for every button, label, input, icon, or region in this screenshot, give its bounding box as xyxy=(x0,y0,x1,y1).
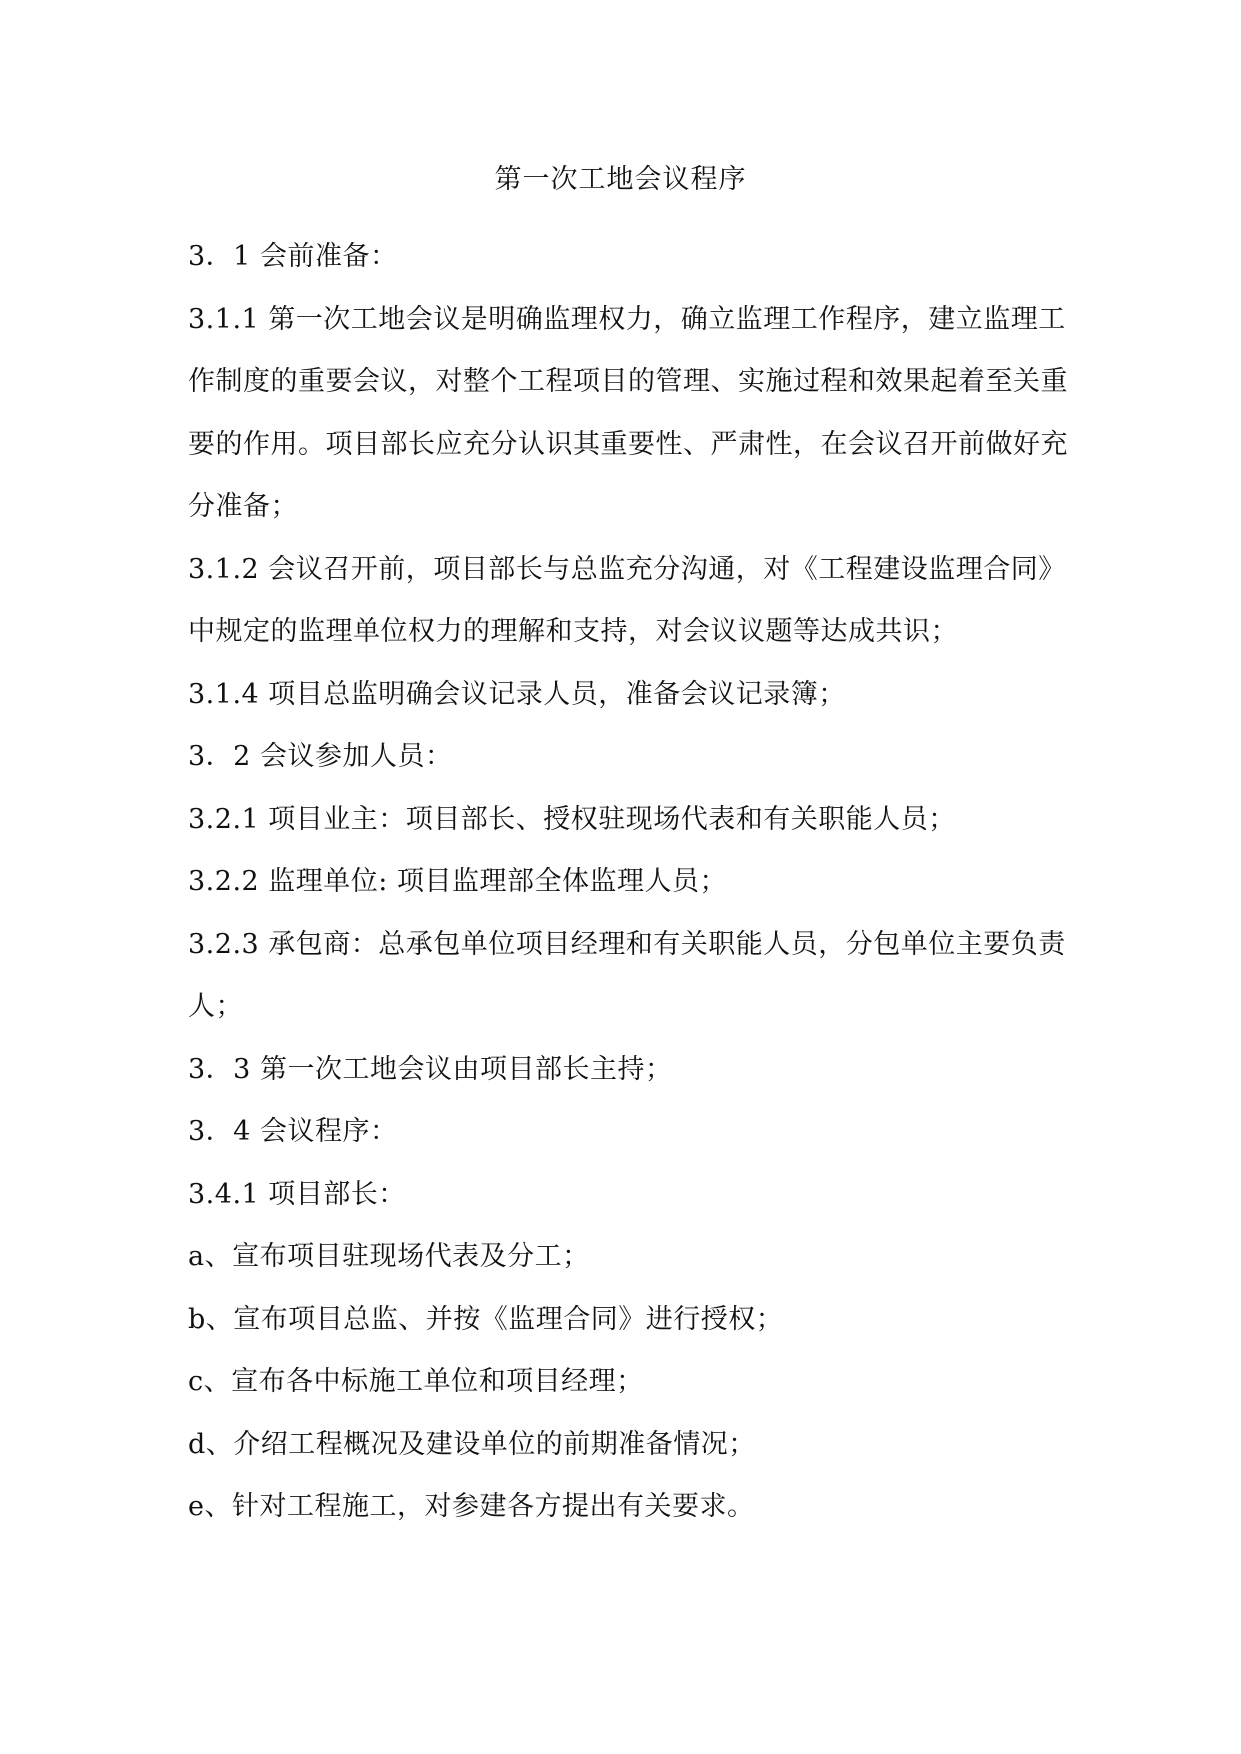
paragraph-3-4-1: 3.4.1 项目部长： xyxy=(188,1178,406,1210)
document-body xyxy=(188,226,1068,1539)
section-3-4-heading: 3．4 会议程序： xyxy=(188,1116,398,1147)
list-item-d: d、介绍工程概况及建设单位的前期准备情况； xyxy=(188,1428,756,1460)
document-title: 第一次工地会议程序 xyxy=(494,164,747,195)
list-item-b: b、宣布项目总监、并按《监理合同》进行授权； xyxy=(188,1303,784,1335)
paragraph-3-1-2: 3.1.2 会议召开前，项目部长与总监充分沟通，对《工程建设监理合同》中规定的监理单位权力的理解和支持，对会议议题等达成共识； xyxy=(188,553,1066,647)
paragraph-3-1-1: 3.1.1 第一次工地会议是明确监理权力，确立监理工作程序，建立监理工作制度的重要会议，对整个工程项目的管理、实施过程和效果起着至关重要的作用。项目部长应充分认识其重要性、严肃性，在会议召开前做好充分准备； xyxy=(188,303,1068,522)
paragraph-3-2-3: 3.2.3 承包商：总承包单位项目经理和有关职能人员，分包单位主要负责人； xyxy=(188,928,1066,1022)
paragraph-3-2-1: 3.2.1 项目业主：项目部长、授权驻现场代表和有关职能人员； xyxy=(188,803,956,835)
section-3-1-heading: 3．1 会前准备： xyxy=(188,241,398,272)
list-item-a: a、宣布项目驻现场代表及分工； xyxy=(188,1241,590,1272)
list-item-e: e、针对工程施工，对参建各方提出有关要求。 xyxy=(188,1491,755,1522)
paragraph-3-2-2: 3.2.2 监理单位: 项目监理部全体监理人员； xyxy=(188,866,727,897)
list-item-c: c、宣布各中标施工单位和项目经理； xyxy=(188,1366,644,1397)
section-3-3-heading: 3．3 第一次工地会议由项目部长主持； xyxy=(188,1053,673,1085)
paragraph-3-1-4: 3.1.4 项目总监明确会议记录人员，准备会议记录簿； xyxy=(188,678,846,710)
section-3-2-heading: 3．2 会议参加人员： xyxy=(188,741,453,772)
